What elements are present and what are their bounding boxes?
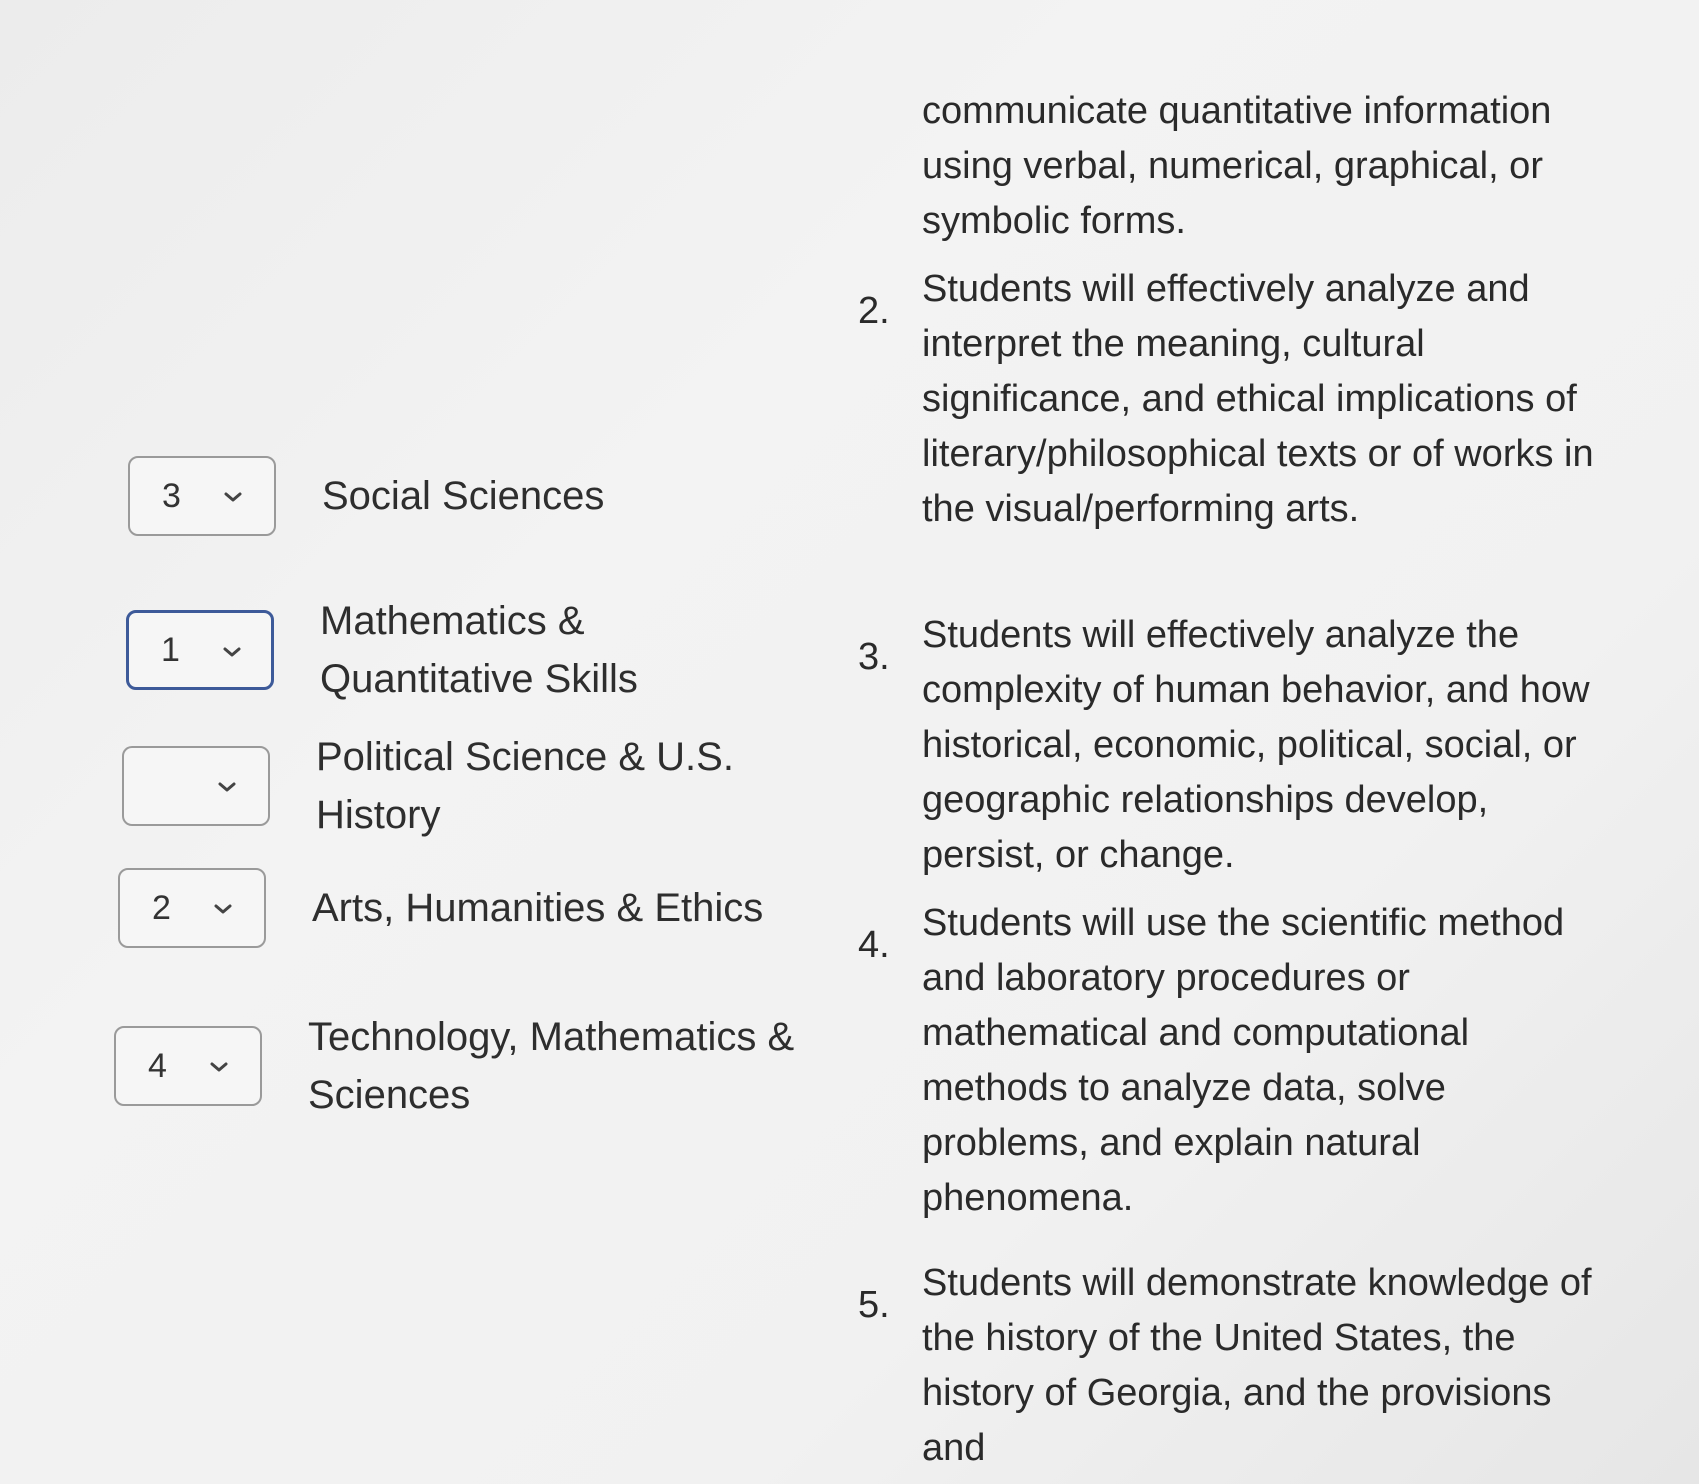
outcome-continuation-text: communicate quantitative information using verbal, numerical, graphical, or symbolic forms. — [922, 90, 1552, 242]
outcome-text: Students will demonstrate knowledge of the history of the United States, the history of Georgia, and the provisions and — [922, 1262, 1592, 1469]
outcome-number: 5. — [858, 1284, 890, 1326]
outcome-item — [858, 1256, 1618, 1476]
answer-dropdown[interactable] — [122, 746, 270, 826]
chevron-down-icon — [221, 641, 243, 663]
premise-label: Technology, Mathematics & Sciences — [308, 1015, 795, 1117]
outcome-number: 4. — [858, 924, 890, 966]
answer-dropdown[interactable] — [128, 456, 276, 536]
dropdown-value: 2 — [152, 888, 171, 927]
dropdown-value: 3 — [162, 476, 181, 515]
outcome-number: 3. — [858, 636, 890, 678]
premise-label: Arts, Humanities & Ethics — [312, 886, 764, 930]
answer-dropdown[interactable] — [114, 1026, 262, 1106]
outcome-number: 2. — [858, 290, 890, 332]
chevron-down-icon — [216, 776, 238, 798]
match-row — [128, 456, 742, 536]
answer-dropdown[interactable] — [118, 868, 266, 948]
premise-label: Political Science & U.S. History — [316, 735, 734, 837]
answer-dropdown[interactable] — [126, 610, 274, 690]
chevron-down-icon — [212, 898, 234, 920]
match-row — [118, 868, 792, 948]
premise-label: Mathematics & Quantitative Skills — [320, 599, 638, 701]
outcome-text: Students will effectively analyze the complexity of human behavior, and how historical, economic, political, social, or geographic relationships develop, persist, or change. — [922, 614, 1590, 876]
outcome-text: Students will use the scientific method and laboratory procedures or mathematical and computational methods to analyze data, solve problems, and explain natural phenomena. — [922, 902, 1565, 1219]
match-row — [122, 728, 736, 844]
match-row — [114, 1008, 808, 1124]
dropdown-value: 1 — [161, 630, 180, 669]
outcome-text: Students will effectively analyze and interpret the meaning, cultural significance, and ethical implications of literary/philosophical texts or of works in the visual/performing arts. — [922, 268, 1594, 530]
premise-label: Social Sciences — [322, 474, 605, 518]
match-row — [126, 592, 700, 708]
outcome-item — [858, 608, 1618, 883]
outcome-item — [858, 262, 1618, 537]
outcome-item — [858, 896, 1618, 1226]
chevron-down-icon — [208, 1056, 230, 1078]
dropdown-value: 4 — [148, 1046, 167, 1085]
chevron-down-icon — [222, 486, 244, 508]
